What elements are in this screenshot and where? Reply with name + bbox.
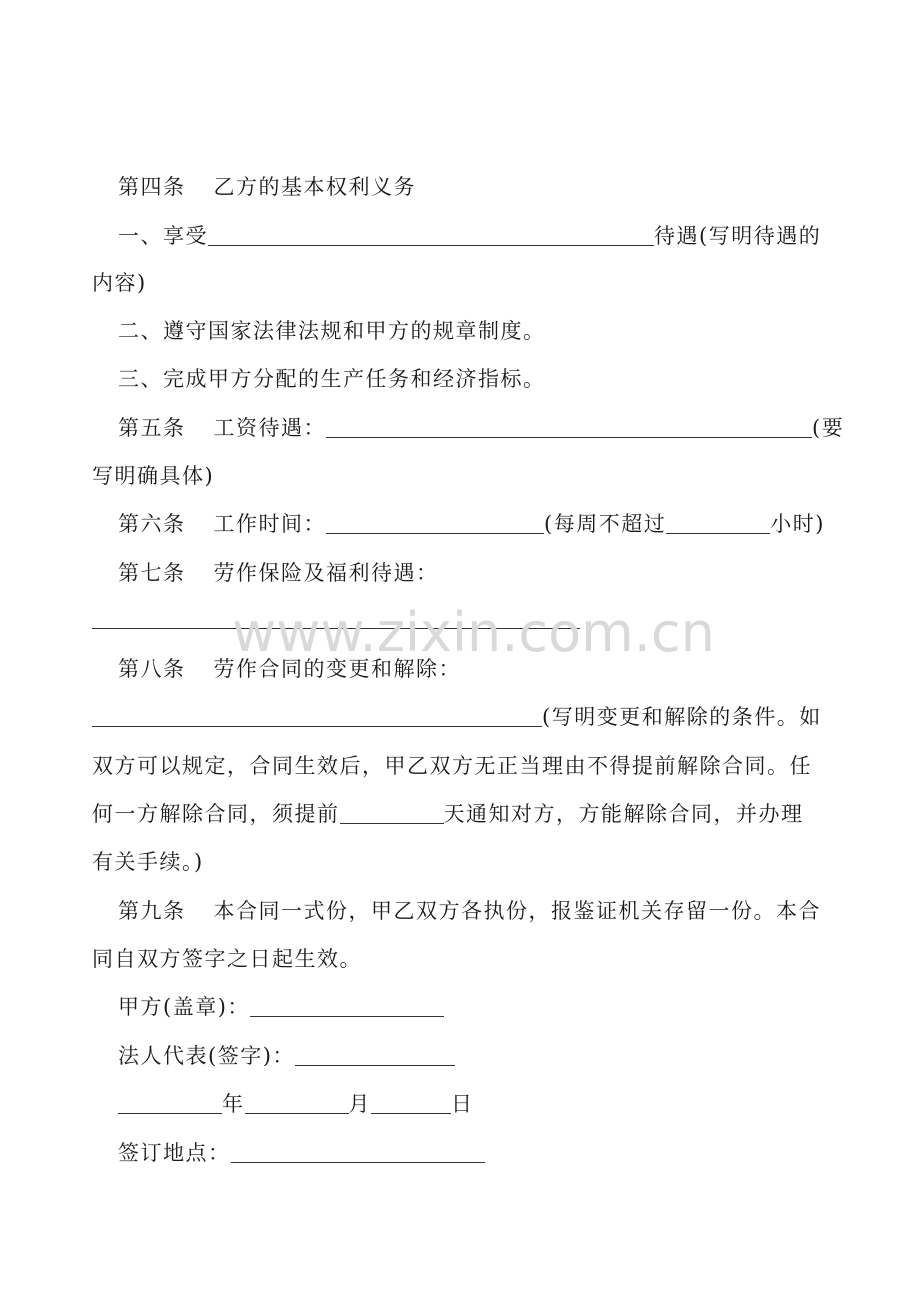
blank-year[interactable]: [118, 1112, 222, 1114]
blank-change-terms[interactable]: [92, 725, 542, 727]
article4-item2: 二、遵守国家法律法规和甲方的规章制度。: [118, 319, 546, 343]
article6-label: 工作时间：: [213, 512, 326, 536]
article4-item1: [92, 212, 840, 260]
article8: [92, 645, 840, 693]
legal-rep-label: 法人代表(签字)：: [118, 1044, 295, 1068]
article4-heading-text: 乙方的基本权利义务: [213, 175, 416, 199]
article8-label: 劳作合同的变更和解除：: [213, 657, 461, 681]
article7-title: 第七条: [118, 561, 186, 585]
article8-line1-suffix: (写明变更和解除的条件。如: [542, 705, 822, 729]
blank-legal-rep[interactable]: [295, 1064, 455, 1066]
blank-month[interactable]: [245, 1112, 349, 1114]
signing-place: [92, 1129, 840, 1177]
signing-date: [92, 1080, 840, 1128]
article4-heading: [92, 163, 840, 211]
article7-label: 劳作保险及福利待遇：: [213, 561, 439, 585]
article7: [92, 549, 840, 597]
blank-insurance[interactable]: [92, 628, 580, 629]
article9-title: 第九条: [118, 899, 186, 923]
day-label: 日: [451, 1092, 474, 1116]
article8-line3: [92, 790, 840, 838]
article9: [92, 887, 840, 935]
article5-suffix: (要: [812, 416, 845, 440]
article5-label: 工资待遇：: [213, 416, 326, 440]
legal-rep-signature: [92, 1032, 840, 1080]
party-a-label: 甲方(盖章)：: [118, 995, 250, 1019]
blank-weekly-hours[interactable]: [666, 532, 770, 534]
blank-notice-days[interactable]: [340, 822, 444, 824]
article5-cont: 写明确具体): [92, 464, 215, 488]
article9-line1: 本合同一式份，甲乙双方各执份，报鉴证机关存留一份。本合: [213, 899, 821, 923]
blank-party-a[interactable]: [250, 1015, 444, 1017]
article5: [92, 404, 845, 452]
watermark: www.zixin.com.cn: [232, 601, 715, 664]
blank-wage[interactable]: [326, 436, 812, 438]
article4-item3: 三、完成甲方分配的生产任务和经济指标。: [118, 367, 546, 391]
article8-line3-suffix: 天通知对方，方能解除合同，并办理: [443, 802, 804, 826]
article6: [92, 500, 840, 548]
party-a-seal: [92, 983, 840, 1031]
blank-benefit[interactable]: [208, 244, 654, 246]
blank-work-time[interactable]: [326, 532, 544, 534]
place-label: 签订地点：: [118, 1141, 231, 1165]
blank-place[interactable]: [231, 1161, 485, 1163]
blank-day[interactable]: [371, 1112, 451, 1114]
article8-line2: 双方可以规定，合同生效后，甲乙双方无正当理由不得提前解除合同。任: [92, 754, 812, 778]
article6-title: 第六条: [118, 512, 186, 536]
year-label: 年: [222, 1092, 245, 1116]
article8-line3-prefix: 何一方解除合同，须提前: [92, 802, 340, 826]
item1-suffix: 待遇(写明待遇的: [654, 224, 822, 248]
article5-title: 第五条: [118, 416, 186, 440]
article9-line2: 同自双方签字之日起生效。: [92, 947, 362, 971]
month-label: 月: [348, 1092, 371, 1116]
article8-line1: [92, 693, 840, 741]
article4-title: 第四条: [118, 175, 186, 199]
article6-mid: (每周不超过: [544, 512, 667, 536]
article6-suffix: 小时): [770, 512, 825, 536]
item1-prefix: 一、享受: [118, 224, 208, 248]
article8-line4: 有关手续。): [92, 850, 204, 874]
article4-item1-cont: 内容): [92, 271, 147, 295]
article8-title: 第八条: [118, 657, 186, 681]
